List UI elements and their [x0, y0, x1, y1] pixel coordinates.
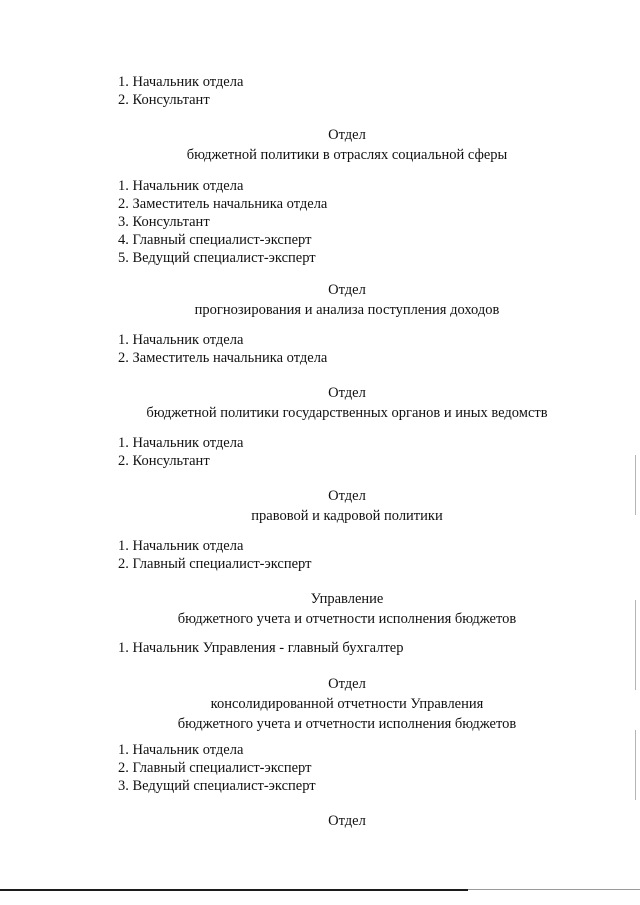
state-position-list — [118, 434, 243, 470]
list-item: 1. Начальник отдела — [118, 742, 244, 758]
list-item: 1. Начальник отдела — [118, 332, 244, 348]
heading-line: Отдел — [328, 676, 366, 692]
heading-line: Отдел — [328, 385, 366, 401]
heading-line: Отдел — [328, 488, 366, 504]
accounting-position-list — [118, 639, 403, 657]
heading-line: бюджетной политики государственных органов и иных ведомств — [146, 405, 548, 421]
list-item: 1. Начальник отдела — [118, 178, 244, 194]
heading-line: бюджетной политики в отраслях социальной сферы — [186, 147, 508, 163]
list-item: 2. Главный специалист-эксперт — [118, 556, 312, 572]
heading-line: бюджетного учета и отчетности исполнения бюджетов — [177, 716, 517, 732]
heading-line: Управление — [310, 591, 384, 607]
section-heading-state — [0, 383, 640, 423]
section-heading-consolidated — [0, 674, 640, 734]
list-item: 1. Начальник отдела — [118, 538, 244, 554]
list-item: 3. Консультант — [118, 214, 210, 230]
list-item: 2. Главный специалист-эксперт — [118, 760, 312, 776]
heading-line: прогнозирования и анализа поступления доходов — [194, 302, 500, 318]
forecast-position-list — [118, 331, 327, 367]
list-item: 1. Начальник Управления - главный бухгалтер — [118, 640, 404, 656]
scan-margin-mark — [635, 600, 636, 690]
section-heading-forecast — [0, 280, 640, 320]
section-heading-legal — [0, 486, 640, 526]
scan-bottom-edge — [0, 889, 468, 891]
scan-bottom-edge-faint — [468, 889, 640, 890]
section-heading-final — [0, 811, 640, 831]
heading-line: правовой и кадровой политики — [251, 508, 443, 524]
heading-line: Отдел — [328, 282, 366, 298]
heading-line: бюджетного учета и отчетности исполнения бюджетов — [177, 611, 517, 627]
list-item: 2. Консультант — [118, 92, 210, 108]
list-item: 3. Ведущий специалист-эксперт — [118, 778, 316, 794]
social-position-list — [118, 177, 327, 267]
legal-position-list — [118, 537, 311, 573]
section-heading-accounting — [0, 589, 640, 629]
list-item: 1. Начальник отдела — [118, 435, 244, 451]
list-item: 4. Главный специалист-эксперт — [118, 232, 312, 248]
heading-line: Отдел — [328, 813, 366, 829]
list-item: 1. Начальник отдела — [118, 74, 244, 90]
list-item: 2. Заместитель начальника отдела — [118, 196, 328, 212]
heading-line: консолидированной отчетности Управления — [210, 696, 484, 712]
scan-margin-mark — [635, 455, 636, 515]
consolidated-position-list — [118, 741, 316, 795]
scan-margin-mark — [635, 730, 636, 800]
intro-position-list — [118, 73, 243, 109]
heading-line: Отдел — [328, 127, 366, 143]
section-heading-social — [0, 125, 640, 165]
list-item: 2. Заместитель начальника отдела — [118, 350, 328, 366]
list-item: 2. Консультант — [118, 453, 210, 469]
list-item: 5. Ведущий специалист-эксперт — [118, 250, 316, 266]
